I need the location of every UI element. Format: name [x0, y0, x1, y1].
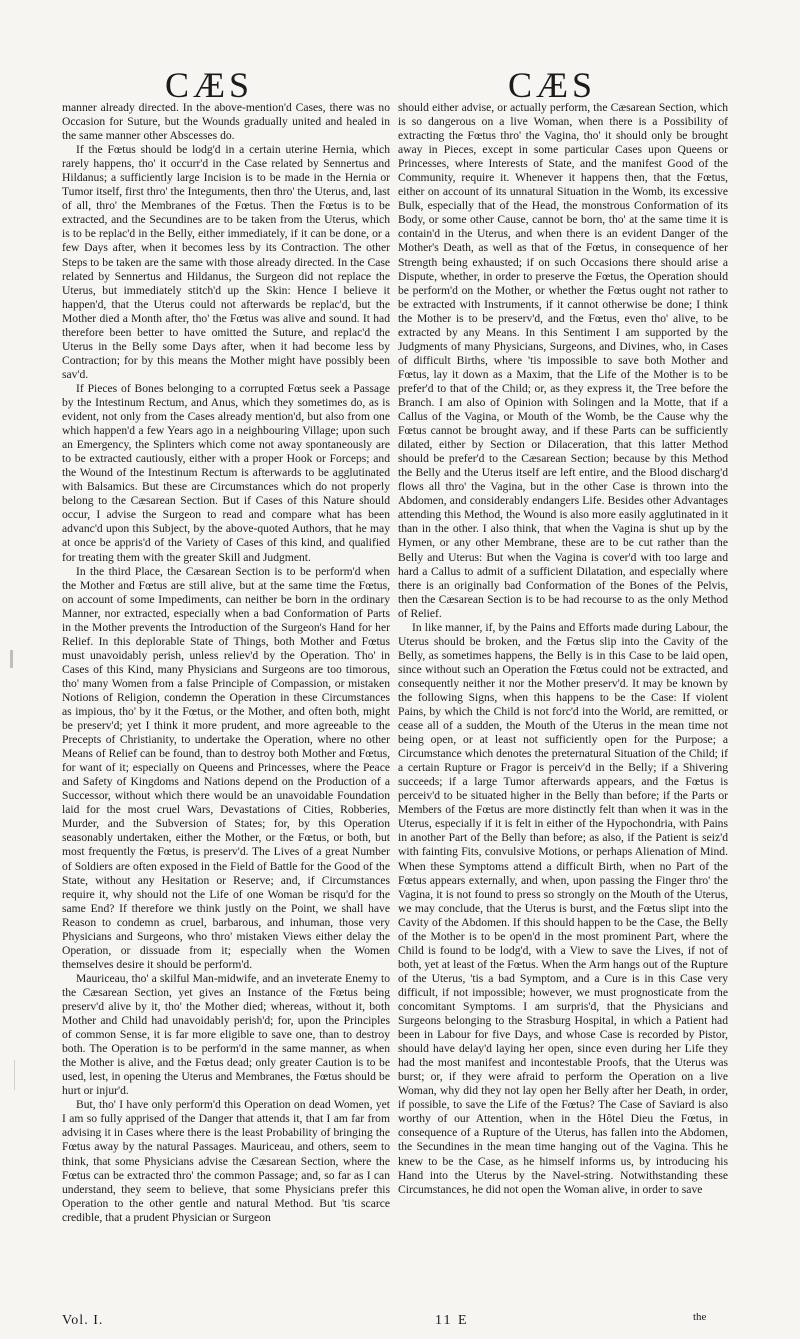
left-paragraph: But, tho' I have only perform'd this Operation on dead Women, yet I am so fully apprised of the Danger that attends it, that I am far from advising it in Cases where there is the least Probability of bringing the Fœtus away by the natural Passages. Mauriceau, and others, seem to think, that some Physicians advise the Cæsarean Section, where the Fœtus can be extracted thro' the common Passage; and, so far as I can understand, they seem to believe, that some Physicians prefer this Operation to the other gentle and natural Method. But 'tis scarce credible, that a prudent Physician or Surgeon	[62, 1098, 390, 1224]
left-paragraph: If the Fœtus should be lodg'd in a certain uterine Hernia, which rarely happens, tho' it occurr'd in the Case related by Sennertus and Hildanus; a sufficiently large Incision is to be made in the Hernia or Tumor itself, first thro' the Integuments, then thro' the Uterus, and, last of all, thro' the Membranes of the Fœtus. Then the Fœtus is to be extracted, and the Secundines are to be taken from the Uterus, which is to be replac'd in the Belly, either immediately, if it can be done, or a few Days after, when it becomes less by its Contraction. The other Steps to be taken are the same with those already directed. In the Case related by Sennertus and Hildanus, the Surgeon did not replace the Uterus, but immediately stitch'd up the Skin: Hence I believe it happen'd, that the Uterus could not afterwards be replac'd, but the Mother died a Month after, tho' the Fœtus was alive and sound. It had therefore been better to have omitted the Suture, and replac'd the Uterus in the Belly some Days after, when it had become less by Contraction; for by this means the Mother might have possibly been sav'd.	[62, 143, 390, 381]
margin-stain	[14, 1060, 19, 1090]
sheet-mark: 11 E	[435, 1313, 469, 1328]
catchword: the	[693, 1311, 707, 1323]
header-left-word: CÆS	[165, 65, 254, 105]
running-header	[0, 64, 800, 104]
margin-stain	[10, 650, 13, 668]
left-paragraph: Mauriceau, tho' a skilful Man-midwife, and an inveterate Enemy to the Cæsarean Section, yet gives an Instance of the Fœtus being preserv'd alive by it, tho' the Mother died; whereas, without it, both Mother and Child had unavoidably perish'd; for, upon the Principles of common Sense, it is far more eligible to save one, than to destroy both. The Operation is to be perform'd in the same manner, as when the Mother is alive, and the Fœtus dead; only greater Caution is to be used, lest, in opening the Uterus and Membranes, the Fœtus should be hurt or injur'd.	[62, 971, 390, 1098]
right-column	[398, 101, 728, 1309]
right-paragraph: In like manner, if, by the Pains and Efforts made during Labour, the Uterus should be broken, and the Fœtus slip into the Cavity of the Belly, as sometimes happens, the Belly is in this Case to be laid open, since without such an Operation the Fœtus could not be extracted, and consequently neither it nor the Mother preserv'd. It may be known by the following Signs, when this happens to be the Case: If violent Pains, by which the Child is not forc'd into the World, are remitted, or cease all of a sudden, the Mouth of the Uterus in the mean time not being open, or at least not sufficiently open for the Purpose; a Circumstance which denotes the preternatural Situation of the Child; if a certain Rupture or Fragor is perceiv'd in the Belly; if a Shivering succeeds; if a large Tumor afterwards appears, and the Fœtus is perceiv'd to be situated higher in the Belly than before; if the Parts or Members of the Fœtus are more distinctly felt than when it was in the Uterus, especially if it is felt in either of the Hypochondria, with Pains in another Part of the Belly than before; as also, if the Patient is seiz'd with fainting Fits, convulsive Motions, or perhaps Alienation of Mind. When these Symptoms attend a difficult Birth, when no Part of the Fœtus appears externally, and when, upon passing the Finger thro' the Vagina, it is not found to press so strongly on the Mouth of the Uterus, we may conclude, that the Uterus is burst, and the Fœtus slipt into the Cavity of the Abdomen. If this should happen to be the Case, the Belly of the Mother is to be open'd in the most prominent Part, where the Child is found to be lodg'd, with a View to save the Lives, if not of both, yet at least of the Fœtus. When the Arm hangs out of the Rupture of the Uterus, 'tis a bad Symptom, and a Cure is in this Case very difficult, if not impossible; however, we must prognosticate from the concomitant Symptoms. I am surpris'd, that the Physicians and Surgeons belonging to the Strasburg Hospital, in which a Patient had been in Labour for five Days, and whose Case is recorded by Pistor, should have delay'd laying her open, since even during her Life they had the most manifest and incontestable Proofs, that the Uterus was burst; or, if they were afraid to perform the Operation on a live Woman, why did they not lay open her Belly after her Death, in order, if possible, to save the Life of the Fœtus? The Case of Saviard is also worthy of our Attention, when in the Hôtel Dieu the Fœtus, in consequence of a Rupture of the Uterus, has fallen into the Abdomen, the Secundines in the mean time hanging out of the Vagina. This he knew to be the Case, as he himself informs us, by introducing his Hand into the Uterus by the Navel-string. Notwithstanding these Circumstances, he did not open the Woman alive, in order to save	[398, 620, 728, 1196]
left-paragraph: manner already directed. In the above-mention'd Cases, there was no Occasion for Suture, but the Wounds gradually united and healed in the same manner other Abscesses do.	[62, 101, 390, 143]
volume-signature: Vol. I.	[62, 1313, 104, 1328]
left-paragraph: In the third Place, the Cæsarean Section is to be perform'd when the Mother and Fœtus are still alive, but at the same time the Fœtus, on account of some Impediments, can neither be born in the ordinary Manner, nor extracted, especially when a bad Conformation of Parts in the Mother prevents the Introduction of the Surgeon's Hand for her Relief. In this deplorable State of Things, both Mother and Fœtus must unavoidably perish, unless reliev'd by the Operation. Tho' in Cases of this Kind, many Physicians and Surgeons are too timorous, tho' many Women from a false Principle of Compassion, or mistaken Notions of Religion, condemn the Operation in these Circumstances as impious, tho' by it the Fœtus, or the Mother, and often both, might be preserv'd; yet I think it more prudent, and more agreeable to the Precepts of Christianity, to undertake the Operation, where no other Means of Relief can be found, than to destroy both Mother and Fœtus, for want of it; especially on Queens and Princesses, where the Peace and Safety of Kingdoms and Nations depend on the Production of a Successor, without which there would be an unavoidable Foundation laid for the most cruel Wars, Devastations of Cities, Robberies, Murder, and the Subversion of States; for, by this Operation seasonably undertaken, either the Mother, or the Fœtus, or both, but most frequently the Fœtus, is preserv'd. The Lives of a great Number of Soldiers are often exposed in the Field of Battle for the Good of the State, without any Hesitation or Reserve; and, if Circumstances require it, why should not the Life of one Woman be risqu'd for the same End? If therefore we think justly on the Point, we shall have Reason to condemn as cruel, barbarous, and inhuman, those very Physicians and Surgeons, who thro' mistaken Views either delay the Operation, or dissuade from it; especially when the Women themselves desire it should be perform'd.	[62, 564, 390, 971]
header-right-word: CÆS	[508, 65, 597, 105]
right-paragraph: should either advise, or actually perform, the Cæsarean Section, which is so dangerous on a live Woman, when there is a Possibility of extracting the Fœtus thro' the Vagina, tho' it should only be brought away in Pieces, except in some particular Cases upon Queens or Princesses, where Interests of State, and the manifest Good of the Community, require it. Whenever it happens then, that the Fœtus, either on account of its unnatural Situation in the Womb, its excessive Bulk, especially that of the Head, the monstrous Conformation of its Body, or some other Cause, cannot be born, tho' at the same time it is contain'd in the Uterus, and when there is an evident Danger of the Mother's Death, as well as that of the Fœtus, in consequence of her Strength being exhausted; if on such Occasions there should arise a Dispute, whether, in order to preserve the Fœtus, the Operation should be perform'd on the Mother, or whether the Fœtus ought not rather to be extracted with Instruments, if it cannot otherwise be done; I think the Mother is to be preserv'd, and the Fœtus, even tho' alive, to be extracted by any Means. In this Sentiment I am supported by the Judgments of many Physicians, Surgeons, and Divines, who, in Cases of difficult Births, where 'tis impossible to save both Mother and Fœtus, lay it down as a Maxim, that the Life of the Mother is to be prefer'd to that of the Child; or, as they express it, the Tree before the Branch. I am also of Opinion with Solingen and la Motte, that if a Callus of the Vagina, or Mouth of the Womb, be the Cause why the Fœtus cannot be brought away, and if these Parts can be sufficiently dilated, either by Section or Dilaceration, that this latter Method should be prefer'd to the Cæsarean Section; because by this Method the Belly and the Uterus itself are left entire, and the Blood discharg'd flows all thro' the Vagina, but in the other Case is thrown into the Abdomen, and considerably endangers Life. Besides other Advantages attending this Method, the Wound is also more easily agglutinated in it than in the other. I also think, that when the Vagina is shut up by the Hymen, or any other Membrane, these are to be cut rather than the Belly and Uterus: But when the Vagina is cover'd with too large and hard a Callus to admit of a sufficient Dilatation, and especially where there is an originally bad Conformation of the Bones of the Pelvis, then the Cæsarean Section is to be had recourse to as the only Method of Relief.	[398, 101, 728, 620]
left-paragraph: If Pieces of Bones belonging to a corrupted Fœtus seek a Passage by the Intestinum Rectum, and Anus, which they sometimes do, as is evident, not only from the Cases already mention'd, but also from one which happen'd a few Years ago in a neighbouring Village; upon such an Emergency, the Splinters which come not away spontaneously are to be extracted cautiously, either with a proper Hook or Forceps; and the Wound of the Intestinum Rectum is afterwards to be agglutinated with Balsamics. But these are Circumstances which do not properly belong to the Cæsarean Section. But if Cases of this Nature should occur, I advise the Surgeon to read and compare what has been advanc'd upon this Subject, by the above-quoted Authors, that he may at once be appris'd of the Variety of Cases of this kind, and qualified for treating them with the greater Skill and Judgment.	[62, 381, 390, 564]
left-column	[62, 101, 390, 1309]
